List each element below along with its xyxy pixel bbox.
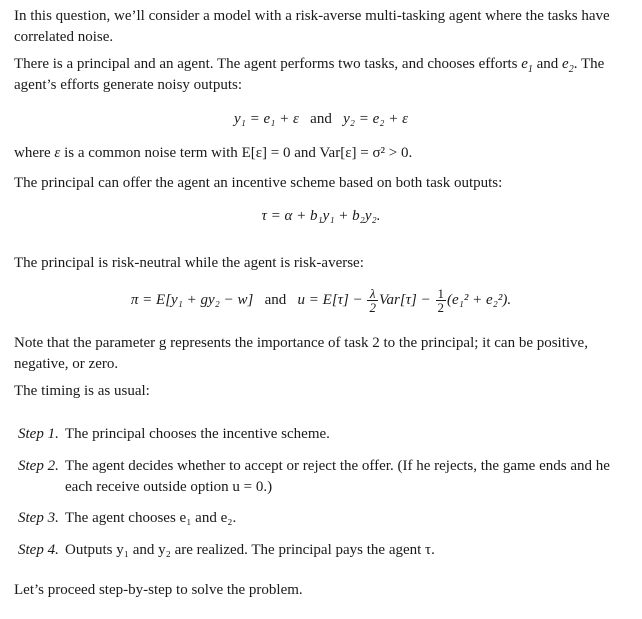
half-fraction: $\frac{1}{2}$	[437, 286, 444, 315]
closing-paragraph: Let’s proceed step-by-step to solve the problem.	[14, 582, 303, 598]
step-3	[18, 508, 624, 529]
effort-e2: $e_2$	[562, 56, 574, 75]
eq3-and: and	[264, 291, 287, 308]
eq-y2: y₂ = e₂ + ε	[343, 111, 408, 127]
eq-u: u = E[τ] −	[297, 291, 363, 308]
note-paragraph: Note that the parameter g represents the importance of task 2 to the principal; it can be positive, negative, or zero.	[14, 335, 588, 372]
step-label: Step 1.	[18, 426, 59, 442]
noise-expectation: E[ε] = 0	[241, 145, 291, 161]
eq-and: and	[310, 111, 332, 127]
step-text: The principal chooses the incentive scheme.	[65, 426, 330, 442]
noise-text-1: where	[14, 145, 51, 161]
output-equations	[0, 109, 642, 130]
eq-y1: y₁ = e₁ + ε	[234, 111, 299, 127]
noise-paragraph	[14, 143, 626, 164]
intro-paragraph: In this question, we’ll consider a model with a risk-averse multi-tasking agent where the tasks have correlated noise.	[14, 8, 610, 45]
step-text: The agent decides whether to accept or reject the offer. (If he rejects, the game ends and he each receive outside option u = 0.)	[65, 458, 610, 495]
step-label: Step 3.	[18, 510, 59, 526]
eq-var: Var[τ] −	[378, 291, 431, 308]
step-1	[18, 424, 624, 445]
risk-paragraph: The principal is risk-neutral while the agent is risk-averse:	[14, 255, 364, 271]
step-text: Outputs y₁ and y₂ are realized. The principal pays the agent τ.	[65, 542, 435, 558]
eq-tau: τ = α + b₁y₁ + b₂y₂.	[261, 208, 381, 224]
setup-and: and	[536, 56, 559, 72]
step-label: Step 2.	[18, 458, 59, 474]
noise-variance: Var[ε] = σ² > 0.	[319, 145, 413, 161]
noise-text-2: is a common noise term with	[64, 145, 238, 161]
step-2	[18, 456, 624, 498]
setup-paragraph	[14, 54, 626, 96]
eq-pi: π = E[y₁ + gy₂ − w]	[130, 291, 254, 308]
timing-paragraph: The timing is as usual:	[14, 383, 150, 399]
incentive-equation	[0, 206, 642, 227]
eq-effort-cost: (e₁² + e₂²).	[447, 291, 512, 308]
step-label: Step 4.	[18, 542, 59, 558]
step-text: The agent chooses e₁ and e₂.	[65, 510, 237, 526]
noise-and: and	[294, 145, 316, 161]
setup-text-2: . The agent’s efforts generate noisy outputs:	[14, 56, 605, 93]
step-4	[18, 540, 624, 561]
epsilon-symbol: ε	[54, 145, 61, 161]
effort-e1: $e_1$	[521, 56, 533, 75]
setup-text-1: There is a principal and an agent. The agent performs two tasks, and chooses efforts	[14, 56, 518, 72]
lambda-fraction: $\frac{\lambda}{2}$	[369, 286, 376, 315]
utility-equations	[0, 287, 642, 314]
incentive-paragraph: The principal can offer the agent an incentive scheme based on both task outputs:	[14, 175, 503, 191]
